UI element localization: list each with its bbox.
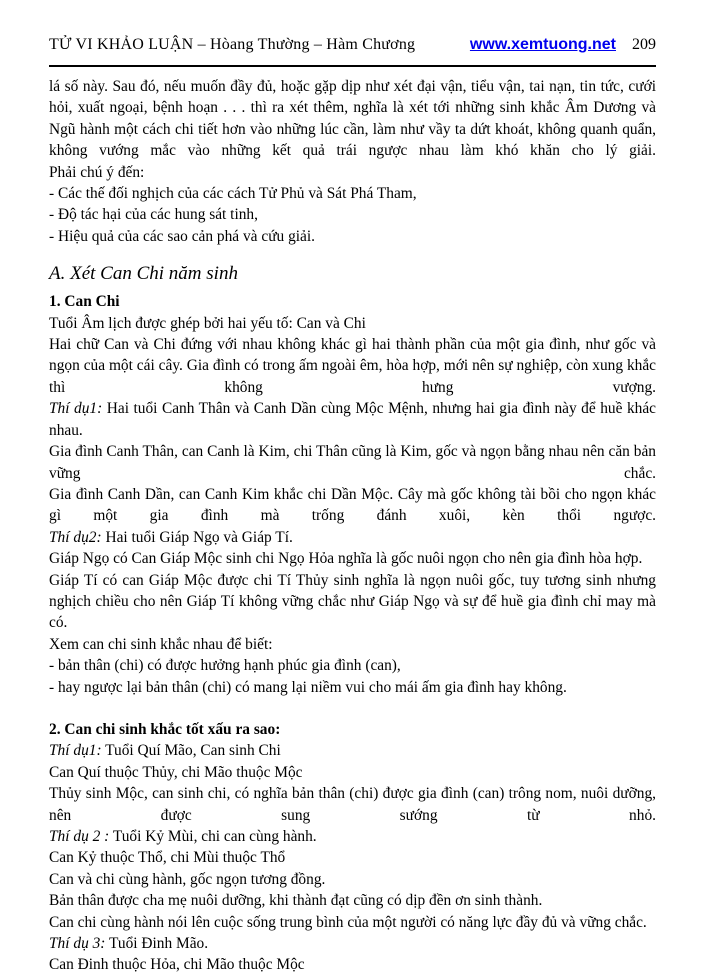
website-link[interactable]: www.xemtuong.net (469, 36, 616, 53)
subsection-heading-2: 2. Can chi sinh khắc tốt xấu ra sao: (49, 720, 281, 738)
example-paragraph (49, 740, 656, 761)
example-label: Thí dụ2: (49, 528, 102, 546)
example-paragraph (49, 527, 656, 548)
paragraph: Hai chữ Can và Chi đứng với nhau không khác gì hai thành phần của một gia đình, như gốc và ngọn của một cái cây. Gia đình có trong ấm ngoài êm, hòa hợp, mới nên sự nghiệp, còn xung khắc thì không hưng vượng. (49, 336, 656, 396)
paragraph: Thủy sinh Mộc, can sinh chi, có nghĩa bản thân (chi) được gia đình (can) trông nom, nuôi dưỡng, nên được sung sướng từ nhỏ. (49, 785, 656, 824)
example-paragraph (49, 933, 656, 954)
example-text: Hai tuổi Giáp Ngọ và Giáp Tí. (105, 528, 293, 546)
paragraph: Can chi cùng hành nói lên cuộc sống trung bình của một người có năng lực đầy đủ và vững chắc. (49, 913, 647, 931)
paragraph: Can Kỷ thuộc Thổ, chi Mùi thuộc Thổ (49, 849, 286, 867)
paragraph: lá số này. Sau đó, nếu muốn đầy đủ, hoặc gặp dịp như xét đại vận, tiểu vận, tai nạn, tin tức, cưới hỏi, xuất ngoại, bệnh hoạn . . . thì ra xét thêm, nghĩa là xét tới những sinh khắc Âm Dương và Ngũ hành một cách chi tiết hơn vào những lúc cần, làm như vầy ta dứt khoát, không quanh quẩn, không vướng mắc vào những kết quả trái ngược nhau làm khó khăn cho lý giải. (49, 78, 656, 160)
example-text: Tuổi Đinh Mão. (109, 935, 209, 953)
example-label: Thí dụ1: (49, 400, 103, 418)
bullet-item: - Độ tác hại của các hung sát tinh, (49, 206, 258, 224)
paragraph: Can và chi cùng hành, gốc ngọn tương đồng. (49, 870, 326, 888)
example-label: Thí dụ 2 : (49, 828, 110, 845)
paragraph: Giáp Ngọ có Can Giáp Mộc sinh chi Ngọ Hỏa nghĩa là gốc nuôi ngọn cho nên gia đình hòa hợp. (49, 550, 643, 568)
example-paragraph (49, 398, 656, 441)
paragraph: Phải chú ý đến: (49, 163, 145, 181)
page-header (49, 36, 656, 54)
paragraph: Can Đinh thuộc Hỏa, chi Mão thuộc Mộc (49, 956, 305, 974)
page-number: 209 (632, 36, 656, 53)
example-text: Tuổi Quí Mão, Can sinh Chi (105, 742, 281, 760)
example-label: Thí dụ1: (49, 742, 102, 760)
example-text: Tuổi Kỷ Mùi, chi can cùng hành. (112, 828, 317, 845)
example-text: Hai tuổi Canh Thân và Canh Dần cùng Mộc Mệnh, nhưng hai gia đình này để huề khác nhau. (49, 400, 656, 439)
paragraph: Bản thân được cha mẹ nuôi dưỡng, khi thành đạt cũng có dịp đền ơn sinh thành. (49, 892, 543, 910)
example-label: Thí dụ 3: (49, 935, 106, 953)
paragraph: Can Quí thuộc Thủy, chi Mão thuộc Mộc (49, 763, 303, 781)
subsection-heading-1: 1. Can Chi (49, 293, 120, 311)
bullet-item: - Các thế đối nghịch của các cách Tử Phủ và Sát Phá Tham, (49, 185, 417, 203)
bullet-item: - bản thân (chi) có được hưởng hạnh phúc gia đình (can), (49, 657, 401, 675)
paragraph: Giáp Tí có can Giáp Mộc được chi Tí Thủy sinh nghĩa là ngọn nuôi gốc, tuy tương sinh nhưng nghịch chiều cho nên Giáp Tí không vững chắc như Giáp Ngọ và sự để huề gia đình chỉ may mà có. (49, 571, 656, 632)
header-divider (49, 65, 656, 67)
body-text (49, 76, 656, 976)
paragraph: Xem can chi sinh khắc nhau để biết: (49, 635, 273, 653)
section-spacer (49, 698, 656, 719)
paragraph: Gia đình Canh Thân, can Canh là Kim, chi Thân cũng là Kim, gốc và ngọn bằng nhau nên căn bản vững chắc. (49, 443, 656, 482)
section-heading-a: A. Xét Can Chi năm sinh (49, 263, 238, 285)
header-right-group (470, 36, 656, 54)
paragraph: Gia đình Canh Dần, can Canh Kim khắc chi Dần Mộc. Cây mà gốc không tài bồi cho ngọn khác gì một gia đình mà trống đánh xuôi, kèn thổi ngược. (49, 485, 656, 525)
bullet-item: - Hiệu quả của các sao cản phá và cứu giải. (49, 227, 316, 245)
paragraph: Tuổi Âm lịch được ghép bởi hai yếu tố: Can và Chi (49, 314, 366, 332)
example-paragraph (49, 826, 656, 847)
bullet-item: - hay ngược lại bản thân (chi) có mang lại niềm vui cho mái ấm gia đình hay không. (49, 678, 567, 696)
book-title: TỬ VI KHẢO LUẬN – Hòang Thường – Hàm Chương (49, 36, 416, 53)
